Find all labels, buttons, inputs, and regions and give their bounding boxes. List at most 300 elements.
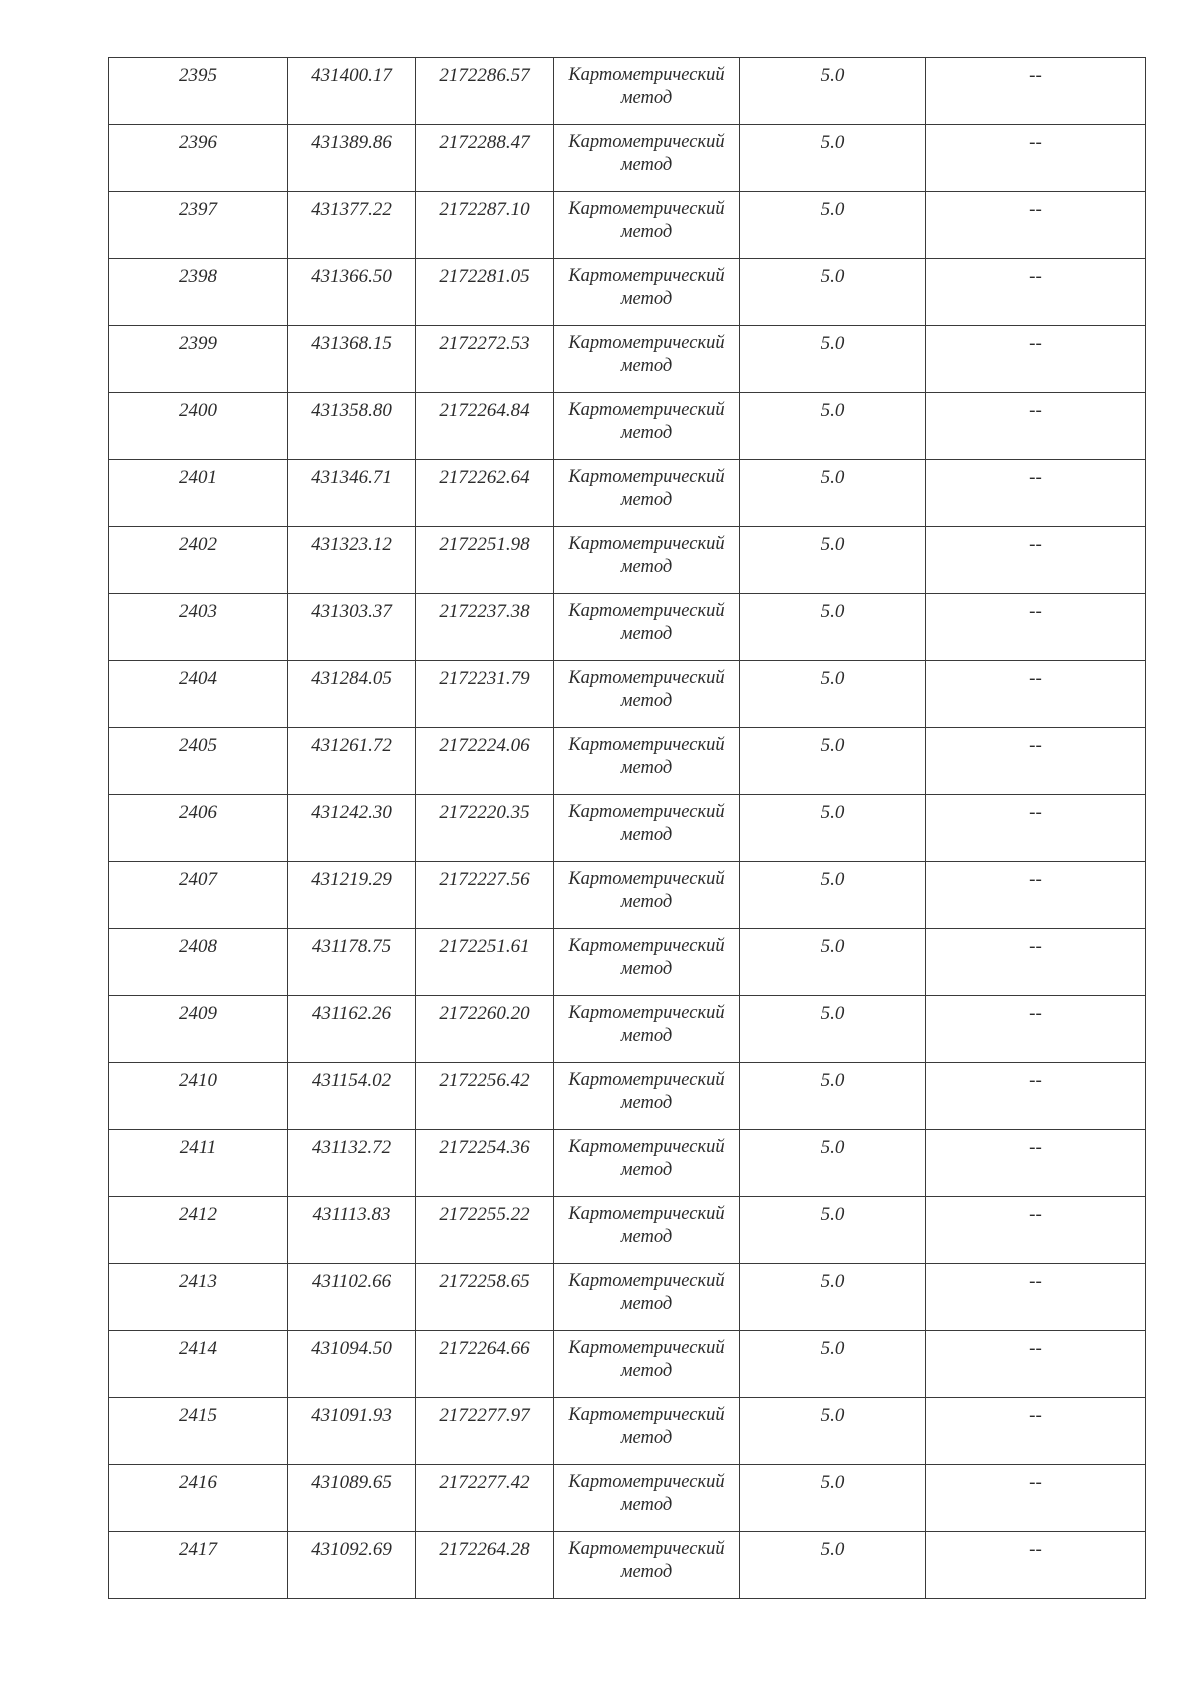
note: -- bbox=[1029, 601, 1042, 622]
coordinate-x-cell bbox=[288, 326, 416, 393]
coordinate-x: 431242.30 bbox=[311, 802, 392, 823]
note-cell bbox=[926, 1130, 1146, 1197]
accuracy: 5.0 bbox=[820, 1070, 845, 1091]
coordinate-x-cell bbox=[288, 125, 416, 192]
method-cell bbox=[554, 1130, 740, 1197]
point-number-cell bbox=[109, 1465, 288, 1532]
accuracy-cell bbox=[740, 1063, 926, 1130]
coordinate-y: 2172264.66 bbox=[439, 1338, 530, 1359]
method-line2: метод bbox=[620, 222, 673, 242]
note-cell bbox=[926, 326, 1146, 393]
coordinate-y: 2172258.65 bbox=[439, 1271, 530, 1292]
method-cell bbox=[554, 326, 740, 393]
accuracy-cell bbox=[740, 795, 926, 862]
coordinate-x-cell bbox=[288, 1398, 416, 1465]
coordinate-x: 431303.37 bbox=[311, 601, 392, 622]
method-cell bbox=[554, 728, 740, 795]
coordinate-y-cell bbox=[416, 58, 554, 125]
table-row bbox=[109, 1130, 1146, 1197]
coordinate-y-cell bbox=[416, 125, 554, 192]
method-line1: Картометрический bbox=[568, 802, 725, 822]
accuracy: 5.0 bbox=[820, 668, 845, 689]
coordinate-y: 2172254.36 bbox=[439, 1137, 530, 1158]
note-cell bbox=[926, 996, 1146, 1063]
coordinate-x-cell bbox=[288, 1063, 416, 1130]
coordinate-x: 431368.15 bbox=[311, 333, 392, 354]
point-number: 2415 bbox=[179, 1405, 217, 1426]
accuracy-cell bbox=[740, 259, 926, 326]
coordinate-x-cell bbox=[288, 1465, 416, 1532]
accuracy-cell bbox=[740, 192, 926, 259]
accuracy-cell bbox=[740, 1130, 926, 1197]
coordinate-x: 431377.22 bbox=[311, 199, 392, 220]
point-number-cell bbox=[109, 795, 288, 862]
table-row bbox=[109, 1465, 1146, 1532]
method-text bbox=[554, 326, 739, 378]
method-line2: метод bbox=[620, 1294, 673, 1314]
accuracy: 5.0 bbox=[820, 869, 845, 890]
coordinate-y: 2172281.05 bbox=[439, 266, 530, 287]
coordinate-x: 431323.12 bbox=[311, 534, 392, 555]
method-line2: метод bbox=[620, 1562, 673, 1582]
note-cell bbox=[926, 1331, 1146, 1398]
note: -- bbox=[1029, 400, 1042, 421]
method-line2: метод bbox=[620, 1093, 673, 1113]
table-row bbox=[109, 259, 1146, 326]
table-row bbox=[109, 460, 1146, 527]
note: -- bbox=[1029, 333, 1042, 354]
accuracy-cell bbox=[740, 460, 926, 527]
coordinate-y: 2172262.64 bbox=[439, 467, 530, 488]
note: -- bbox=[1029, 1338, 1042, 1359]
method-line2: метод bbox=[620, 1428, 673, 1448]
table-row bbox=[109, 58, 1146, 125]
point-number: 2408 bbox=[179, 936, 217, 957]
point-number-cell bbox=[109, 1130, 288, 1197]
table-row bbox=[109, 1532, 1146, 1599]
accuracy-cell bbox=[740, 929, 926, 996]
table-row bbox=[109, 862, 1146, 929]
coordinate-y-cell bbox=[416, 460, 554, 527]
point-number: 2402 bbox=[179, 534, 217, 555]
accuracy: 5.0 bbox=[820, 1539, 845, 1560]
table-row bbox=[109, 929, 1146, 996]
coordinate-y-cell bbox=[416, 1398, 554, 1465]
method-line2: метод bbox=[620, 825, 673, 845]
point-number-cell bbox=[109, 996, 288, 1063]
point-number: 2405 bbox=[179, 735, 217, 756]
method-line1: Картометрический bbox=[568, 1338, 725, 1358]
method-text bbox=[554, 1398, 739, 1450]
table-row bbox=[109, 661, 1146, 728]
point-number-cell bbox=[109, 1264, 288, 1331]
method-text bbox=[554, 1331, 739, 1383]
point-number-cell bbox=[109, 1331, 288, 1398]
method-text bbox=[554, 460, 739, 512]
coordinate-y: 2172251.61 bbox=[439, 936, 530, 957]
coordinate-y-cell bbox=[416, 1465, 554, 1532]
coordinate-y-cell bbox=[416, 728, 554, 795]
method-line2: метод bbox=[620, 289, 673, 309]
note: -- bbox=[1029, 467, 1042, 488]
coordinate-y-cell bbox=[416, 795, 554, 862]
method-line1: Картометрический bbox=[568, 936, 725, 956]
point-number: 2407 bbox=[179, 869, 217, 890]
accuracy: 5.0 bbox=[820, 601, 845, 622]
coordinate-y-cell bbox=[416, 1197, 554, 1264]
accuracy-cell bbox=[740, 58, 926, 125]
note: -- bbox=[1029, 1539, 1042, 1560]
accuracy: 5.0 bbox=[820, 735, 845, 756]
coordinate-y: 2172256.42 bbox=[439, 1070, 530, 1091]
method-line1: Картометрический bbox=[568, 400, 725, 420]
note: -- bbox=[1029, 132, 1042, 153]
accuracy-cell bbox=[740, 728, 926, 795]
coordinate-y: 2172277.42 bbox=[439, 1472, 530, 1493]
table-row bbox=[109, 996, 1146, 1063]
method-line1: Картометрический bbox=[568, 869, 725, 889]
accuracy: 5.0 bbox=[820, 1003, 845, 1024]
coordinate-y: 2172288.47 bbox=[439, 132, 530, 153]
coordinate-x-cell bbox=[288, 527, 416, 594]
note-cell bbox=[926, 1197, 1146, 1264]
coordinate-y: 2172272.53 bbox=[439, 333, 530, 354]
coordinate-x: 431284.05 bbox=[311, 668, 392, 689]
method-line2: метод bbox=[620, 892, 673, 912]
method-line1: Картометрический bbox=[568, 65, 725, 85]
accuracy: 5.0 bbox=[820, 1472, 845, 1493]
accuracy-cell bbox=[740, 527, 926, 594]
point-number-cell bbox=[109, 728, 288, 795]
method-line1: Картометрический bbox=[568, 132, 725, 152]
point-number-cell bbox=[109, 259, 288, 326]
note-cell bbox=[926, 1465, 1146, 1532]
accuracy: 5.0 bbox=[820, 1338, 845, 1359]
method-line2: метод bbox=[620, 356, 673, 376]
coordinate-x: 431358.80 bbox=[311, 400, 392, 421]
method-line1: Картометрический bbox=[568, 1070, 725, 1090]
table-row bbox=[109, 326, 1146, 393]
accuracy: 5.0 bbox=[820, 802, 845, 823]
method-text bbox=[554, 1197, 739, 1249]
note: -- bbox=[1029, 199, 1042, 220]
note: -- bbox=[1029, 1472, 1042, 1493]
method-cell bbox=[554, 1532, 740, 1599]
method-cell bbox=[554, 125, 740, 192]
method-line2: метод bbox=[620, 959, 673, 979]
note: -- bbox=[1029, 1204, 1042, 1225]
method-text bbox=[554, 929, 739, 981]
coordinate-x-cell bbox=[288, 661, 416, 728]
accuracy-cell bbox=[740, 326, 926, 393]
coordinate-x-cell bbox=[288, 862, 416, 929]
note-cell bbox=[926, 594, 1146, 661]
coordinate-y: 2172227.56 bbox=[439, 869, 530, 890]
method-cell bbox=[554, 460, 740, 527]
method-line1: Картометрический bbox=[568, 266, 725, 286]
coordinate-x: 431178.75 bbox=[311, 936, 392, 957]
table-row bbox=[109, 125, 1146, 192]
point-number-cell bbox=[109, 1197, 288, 1264]
method-line2: метод bbox=[620, 423, 673, 443]
method-line2: метод bbox=[620, 1160, 673, 1180]
point-number-cell bbox=[109, 460, 288, 527]
point-number: 2409 bbox=[179, 1003, 217, 1024]
coordinate-x: 431089.65 bbox=[311, 1472, 392, 1493]
accuracy-cell bbox=[740, 1264, 926, 1331]
note-cell bbox=[926, 460, 1146, 527]
coordinate-x: 431113.83 bbox=[312, 1204, 391, 1225]
table-row bbox=[109, 1398, 1146, 1465]
method-line1: Картометрический bbox=[568, 1204, 725, 1224]
coordinate-x-cell bbox=[288, 259, 416, 326]
coordinate-y-cell bbox=[416, 1264, 554, 1331]
coordinate-y: 2172287.10 bbox=[439, 199, 530, 220]
coordinate-y-cell bbox=[416, 326, 554, 393]
note-cell bbox=[926, 1264, 1146, 1331]
method-text bbox=[554, 728, 739, 780]
coordinate-x-cell bbox=[288, 594, 416, 661]
note: -- bbox=[1029, 802, 1042, 823]
method-cell bbox=[554, 259, 740, 326]
note-cell bbox=[926, 929, 1146, 996]
point-number: 2417 bbox=[179, 1539, 217, 1560]
coordinate-x-cell bbox=[288, 1130, 416, 1197]
accuracy: 5.0 bbox=[820, 199, 845, 220]
table-row bbox=[109, 728, 1146, 795]
method-line2: метод bbox=[620, 1361, 673, 1381]
accuracy: 5.0 bbox=[820, 534, 845, 555]
coordinate-x-cell bbox=[288, 393, 416, 460]
table-row bbox=[109, 192, 1146, 259]
method-cell bbox=[554, 661, 740, 728]
coordinate-y: 2172264.28 bbox=[439, 1539, 530, 1560]
method-line1: Картометрический bbox=[568, 534, 725, 554]
method-line1: Картометрический bbox=[568, 601, 725, 621]
note-cell bbox=[926, 58, 1146, 125]
coordinate-y: 2172251.98 bbox=[439, 534, 530, 555]
method-line1: Картометрический bbox=[568, 1271, 725, 1291]
note: -- bbox=[1029, 266, 1042, 287]
accuracy-cell bbox=[740, 661, 926, 728]
coordinate-x-cell bbox=[288, 1532, 416, 1599]
coordinate-y-cell bbox=[416, 661, 554, 728]
table-row bbox=[109, 795, 1146, 862]
method-text bbox=[554, 527, 739, 579]
point-number-cell bbox=[109, 326, 288, 393]
accuracy-cell bbox=[740, 125, 926, 192]
accuracy: 5.0 bbox=[820, 1137, 845, 1158]
coordinate-x-cell bbox=[288, 1264, 416, 1331]
accuracy: 5.0 bbox=[820, 936, 845, 957]
method-line2: метод bbox=[620, 155, 673, 175]
note: -- bbox=[1029, 668, 1042, 689]
note-cell bbox=[926, 393, 1146, 460]
method-cell bbox=[554, 192, 740, 259]
table-row bbox=[109, 527, 1146, 594]
point-number-cell bbox=[109, 192, 288, 259]
point-number-cell bbox=[109, 527, 288, 594]
coordinate-y-cell bbox=[416, 1331, 554, 1398]
method-cell bbox=[554, 594, 740, 661]
note-cell bbox=[926, 728, 1146, 795]
method-line1: Картометрический bbox=[568, 467, 725, 487]
accuracy: 5.0 bbox=[820, 333, 845, 354]
method-line2: метод bbox=[620, 624, 673, 644]
accuracy-cell bbox=[740, 1398, 926, 1465]
point-number-cell bbox=[109, 929, 288, 996]
accuracy: 5.0 bbox=[820, 1204, 845, 1225]
method-cell bbox=[554, 996, 740, 1063]
accuracy-cell bbox=[740, 1465, 926, 1532]
coordinate-x: 431132.72 bbox=[311, 1137, 392, 1158]
point-number: 2395 bbox=[179, 65, 217, 86]
note: -- bbox=[1029, 1271, 1042, 1292]
coordinate-x: 431261.72 bbox=[311, 735, 392, 756]
coordinate-x-cell bbox=[288, 795, 416, 862]
method-text bbox=[554, 594, 739, 646]
point-number: 2396 bbox=[179, 132, 217, 153]
method-line2: метод bbox=[620, 1026, 673, 1046]
table-row bbox=[109, 1197, 1146, 1264]
coordinate-y-cell bbox=[416, 996, 554, 1063]
method-text bbox=[554, 1264, 739, 1316]
note-cell bbox=[926, 527, 1146, 594]
method-cell bbox=[554, 527, 740, 594]
point-number-cell bbox=[109, 1063, 288, 1130]
point-number-cell bbox=[109, 1398, 288, 1465]
point-number: 2406 bbox=[179, 802, 217, 823]
accuracy: 5.0 bbox=[820, 132, 845, 153]
note-cell bbox=[926, 661, 1146, 728]
point-number: 2414 bbox=[179, 1338, 217, 1359]
method-text bbox=[554, 1063, 739, 1115]
accuracy-cell bbox=[740, 1532, 926, 1599]
point-number: 2397 bbox=[179, 199, 217, 220]
point-number-cell bbox=[109, 58, 288, 125]
point-number-cell bbox=[109, 393, 288, 460]
point-number-cell bbox=[109, 594, 288, 661]
point-number: 2401 bbox=[179, 467, 217, 488]
coordinate-y: 2172237.38 bbox=[439, 601, 530, 622]
method-text bbox=[554, 192, 739, 244]
note: -- bbox=[1029, 735, 1042, 756]
coordinate-y-cell bbox=[416, 929, 554, 996]
method-cell bbox=[554, 1264, 740, 1331]
coordinate-y: 2172255.22 bbox=[439, 1204, 530, 1225]
method-cell bbox=[554, 929, 740, 996]
coordinates-table bbox=[108, 57, 1146, 1599]
method-line1: Картометрический bbox=[568, 199, 725, 219]
coordinate-y: 2172277.97 bbox=[439, 1405, 530, 1426]
coordinate-x: 431162.26 bbox=[311, 1003, 392, 1024]
point-number: 2412 bbox=[179, 1204, 217, 1225]
method-line2: метод bbox=[620, 88, 673, 108]
method-line2: метод bbox=[620, 758, 673, 778]
point-number-cell bbox=[109, 661, 288, 728]
method-line1: Картометрический bbox=[568, 333, 725, 353]
accuracy: 5.0 bbox=[820, 1405, 845, 1426]
coordinate-x: 431154.02 bbox=[311, 1070, 392, 1091]
coordinate-y: 2172220.35 bbox=[439, 802, 530, 823]
method-cell bbox=[554, 862, 740, 929]
method-text bbox=[554, 393, 739, 445]
note-cell bbox=[926, 795, 1146, 862]
accuracy: 5.0 bbox=[820, 65, 845, 86]
point-number: 2400 bbox=[179, 400, 217, 421]
coordinate-x-cell bbox=[288, 728, 416, 795]
coordinate-y: 2172286.57 bbox=[439, 65, 530, 86]
coordinate-x: 431094.50 bbox=[311, 1338, 392, 1359]
method-text bbox=[554, 661, 739, 713]
point-number: 2403 bbox=[179, 601, 217, 622]
accuracy-cell bbox=[740, 393, 926, 460]
accuracy: 5.0 bbox=[820, 1271, 845, 1292]
method-line2: метод bbox=[620, 1495, 673, 1515]
note: -- bbox=[1029, 1070, 1042, 1091]
table-row bbox=[109, 594, 1146, 661]
method-cell bbox=[554, 1197, 740, 1264]
coordinate-x-cell bbox=[288, 1197, 416, 1264]
coordinate-y-cell bbox=[416, 527, 554, 594]
method-line1: Картометрический bbox=[568, 668, 725, 688]
method-line1: Картометрический bbox=[568, 1539, 725, 1559]
method-line1: Картометрический bbox=[568, 1003, 725, 1023]
method-line1: Картометрический bbox=[568, 1472, 725, 1492]
method-line2: метод bbox=[620, 490, 673, 510]
coordinate-y: 2172260.20 bbox=[439, 1003, 530, 1024]
method-text bbox=[554, 259, 739, 311]
method-cell bbox=[554, 393, 740, 460]
accuracy: 5.0 bbox=[820, 467, 845, 488]
method-line2: метод bbox=[620, 691, 673, 711]
coordinate-y-cell bbox=[416, 393, 554, 460]
method-text bbox=[554, 996, 739, 1048]
method-text bbox=[554, 58, 739, 110]
coordinate-x: 431091.93 bbox=[311, 1405, 392, 1426]
point-number: 2399 bbox=[179, 333, 217, 354]
coordinate-y: 2172231.79 bbox=[439, 668, 530, 689]
note-cell bbox=[926, 862, 1146, 929]
method-cell bbox=[554, 1398, 740, 1465]
note: -- bbox=[1029, 869, 1042, 890]
coordinate-y: 2172264.84 bbox=[439, 400, 530, 421]
method-line2: метод bbox=[620, 557, 673, 577]
table-row bbox=[109, 1264, 1146, 1331]
method-text bbox=[554, 1532, 739, 1584]
coordinate-y-cell bbox=[416, 259, 554, 326]
point-number: 2410 bbox=[179, 1070, 217, 1091]
accuracy-cell bbox=[740, 1331, 926, 1398]
coordinate-x-cell bbox=[288, 929, 416, 996]
method-cell bbox=[554, 795, 740, 862]
method-cell bbox=[554, 58, 740, 125]
coordinate-x: 431219.29 bbox=[311, 869, 392, 890]
method-line1: Картометрический bbox=[568, 1405, 725, 1425]
coordinate-y-cell bbox=[416, 1130, 554, 1197]
method-text bbox=[554, 862, 739, 914]
note-cell bbox=[926, 1532, 1146, 1599]
note: -- bbox=[1029, 534, 1042, 555]
method-text bbox=[554, 1465, 739, 1517]
point-number-cell bbox=[109, 1532, 288, 1599]
note-cell bbox=[926, 125, 1146, 192]
accuracy: 5.0 bbox=[820, 400, 845, 421]
point-number: 2398 bbox=[179, 266, 217, 287]
coordinate-x-cell bbox=[288, 1331, 416, 1398]
accuracy-cell bbox=[740, 1197, 926, 1264]
note: -- bbox=[1029, 65, 1042, 86]
